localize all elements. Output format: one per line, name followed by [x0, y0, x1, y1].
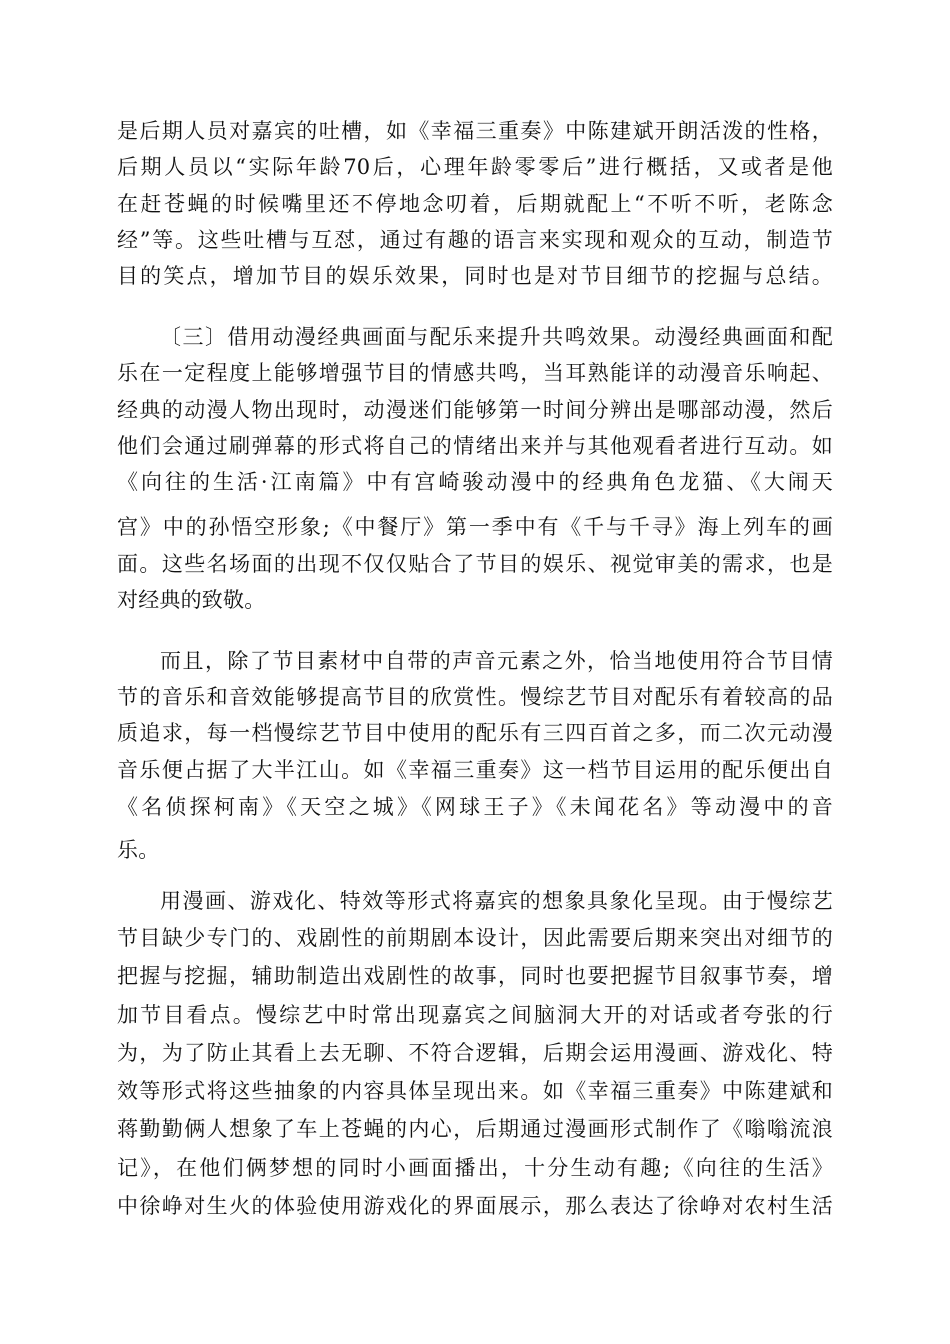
- text-line: 而且，除了节目素材中自带的声音元素之外，恰当地使用符合节目情: [160, 649, 833, 673]
- text-line: 后期人员以“实际年龄70后，心理年龄零零后”进行概括，又或者是他: [117, 155, 833, 179]
- text-line: 质追求，每一档慢综艺节目中使用的配乐有三四百首之多，而二次元动漫: [117, 721, 833, 745]
- text-line: 对经典的致敬。: [117, 588, 266, 612]
- text-line: 是后期人员对嘉宾的吐槽，如《幸福三重奏》中陈建斌开朗活泼的性格，: [117, 119, 833, 143]
- text-line: 用漫画、游戏化、特效等形式将嘉宾的想象具象化呈现。由于慢综艺: [160, 889, 833, 913]
- text-line: 效等形式将这些抽象的内容具体呈现出来。如《幸福三重奏》中陈建斌和: [117, 1079, 833, 1103]
- text-line: 〔三〕借用动漫经典画面与配乐来提升共鸣效果。动漫经典画面和配: [160, 325, 833, 349]
- text-line: 音乐便占据了大半江山。如《幸福三重奏》这一档节目运用的配乐便出自: [117, 758, 833, 782]
- text-line: 节目缺少专门的、戏剧性的前期剧本设计，因此需要后期来突出对细节的: [117, 926, 833, 950]
- text-line: 乐在一定程度上能够增强节目的情感共鸣，当耳熟能详的动漫音乐响起、: [117, 361, 833, 385]
- text-line: 他们会通过刷弹幕的形式将自己的情绪出来并与其他观看者进行互动。如: [117, 434, 833, 458]
- text-line: 中徐峥对生火的体验使用游戏化的界面展示，那么表达了徐峥对农村生活: [117, 1194, 833, 1218]
- text-line: 节的音乐和音效能够提高节目的欣赏性。慢综艺节目对配乐有着较高的品: [117, 685, 833, 709]
- text-line: 为，为了防止其看上去无聊、不符合逻辑，后期会运用漫画、游戏化、特: [117, 1041, 833, 1065]
- text-line: 《向往的生活·江南篇》中有宫崎骏动漫中的经典角色龙猫、《大闹天: [117, 470, 833, 494]
- text-line: 经典的动漫人物出现时，动漫迷们能够第一时间分辨出是哪部动漫，然后: [117, 398, 833, 422]
- text-line: 经”等。这些吐槽与互怼，通过有趣的语言来实现和观众的互动，制造节: [117, 228, 833, 252]
- text-line: 把握与挖掘，辅助制造出戏剧性的故事，同时也要把握节目叙事节奏，增: [117, 964, 833, 988]
- text-line: 面。这些名场面的出现不仅仅贴合了节目的娱乐、视觉审美的需求，也是: [117, 552, 833, 576]
- text-line: 蒋勤勤俩人想象了车上苍蝇的内心，后期通过漫画形式制作了《嗡嗡流浪: [117, 1117, 833, 1141]
- text-line: 在赶苍蝇的时候嘴里还不停地念叨着，后期就配上“不听不听，老陈念: [117, 192, 833, 216]
- text-line: 记》，在他们俩梦想的同时小画面播出，十分生动有趣;《向往的生活》: [117, 1156, 833, 1180]
- text-line: 目的笑点，增加节目的娱乐效果，同时也是对节目细节的挖掘与总结。: [117, 264, 833, 288]
- text-line: 加节目看点。慢综艺中时常出现嘉宾之间脑洞大开的对话或者夸张的行: [117, 1003, 833, 1027]
- text-line: 乐。: [117, 838, 160, 862]
- text-line: 宫》中的孙悟空形象;《中餐厅》第一季中有《千与千寻》海上列车的画: [117, 515, 833, 539]
- text-line: 《名侦探柯南》《天空之城》《网球王子》《未闻花名》等动漫中的音: [117, 795, 833, 819]
